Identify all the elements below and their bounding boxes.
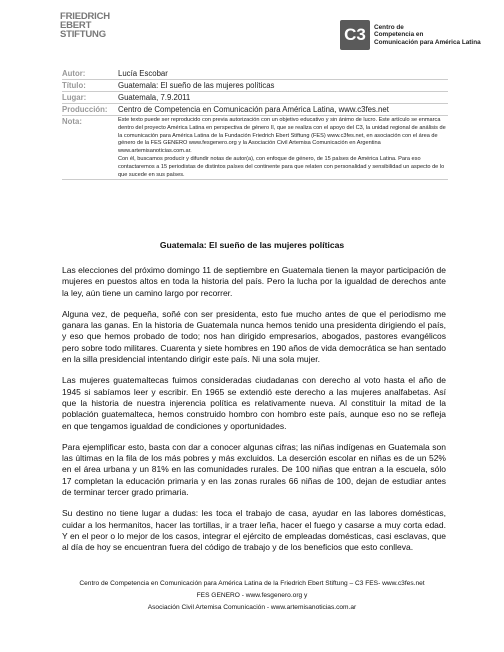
article-paragraph: Las elecciones del próximo domingo 11 de septiembre en Guatemala tienen la mayor participación de mujeres en puestos altos en toda la historia del país. Pero la lucha por la igualdad de derechos ante la ley, aún tiene un camino largo por recorrer. [62,265,446,298]
footer-line: Centro de Competencia en Comunicación para América Latina de la Friedrich Ebert Stiftung – C3 FES- www.c3fes.net [79,580,425,587]
article-paragraph: Para ejemplificar esto, basta con dar a conocer algunas cifras; las niñas indígenas en Guatemala son las últimas en la fila de los más pobres y más excluidos. La deserción escolar en niñas es de un 52% en el área urbana y un 81% en las comunidades rurales. De 100 niñas que entran a la escuela, sólo 17 completan la educación primaria y en las zonas rurales 66 niñas de 100, dejan de estudiar antes de terminar tercer grado primaria. [62,441,446,498]
meta-value: Lucía Escobar [118,69,168,78]
meta-row-note [62,116,448,180]
meta-key: Producción: [62,105,108,114]
article-paragraph: Las mujeres guatemaltecas fuimos consideradas ciudadanas con derecho al voto hasta el año de 1945 si sabíamos leer y escribir. En 1965 se extendió este derecho a las mujeres analfabetas. Así que la historia de nuestra injerencia política es relativamente nueva. Al constituir la mitad de la población guatemalteca, hemos construido hombro con hombro este país, aunque eso no se refleja en que tengamos igualdad de condiciones y oportunidades. [62,375,446,431]
c3-logo [340,20,481,50]
meta-row-author [62,68,448,80]
note-extra-text: Con él, buscamos producir y difundir notas de autor(a), con enfoque de género, de 15 países de América Latina. Para eso contactaremos a 15 periodistas de distintos países del continente para que relaten con personalidad y sensibilidad un aspecto de lo que sucede en sus países. [118,155,445,178]
meta-key: Lugar: [62,93,87,102]
fes-logo [60,12,116,39]
meta-row-place [62,92,448,104]
fes-logo-line: EBERT [60,20,92,31]
article-title: Guatemala: El sueño de las mujeres políticas [159,240,345,250]
c3-logo-line: Comunicación para América Latina [374,38,481,46]
meta-key: Autor: [62,69,86,78]
metadata-table [62,68,448,180]
meta-value: Guatemala, 7.9.2011 [118,93,191,102]
footer-line: Asociación Civil Artemisa Comunicación - www.artemisanoticias.com.ar [147,604,357,611]
meta-row-title [62,80,448,92]
meta-value [118,116,448,179]
c3-logo-line: Competencia en [374,31,424,39]
fes-logo-line: STIFTUNG [60,29,106,40]
meta-row-production [62,104,448,116]
note-text: Este texto puede ser reproducido con previa autorización con un objetivo educativo y sin ánimo de lucro. Este artículo se enmarca dentro del proyecto América Latina en perspectiva de género II, que se realiza con el apoyo del C3, la unidad regional de análisis de la comunicación para América Latina de la Fundación Friedrich Ebert Stiftung (FES) www.c3fes.net, en asociación con el área de género de la FES GENERO www.fesgenero.org y la Asociación Civil Artemisa Comunicación en Argentina www.artemisanoticias.com.ar. [118,117,446,155]
meta-value: Guatemala: El sueño de las mujeres políticas [118,81,275,90]
fes-logo-line: FRIEDRICH [60,11,110,22]
article-paragraph: Su destino no tiene lugar a dudas: les toca el trabajo de casa, ayudar en las labores domésticas, cuidar a los hermanitos, hacer las tortillas, ir a traer leña, hacer el fuego y casarse a muy corta edad. Y en el peor o lo mejor de los casos, integrar el ejército de empleadas domésticas, casi esclavas, que al día de hoy se encuentran fuera del código de trabajo y de los beneficios que esto conlleva. [62,508,446,553]
article-paragraph: Alguna vez, de pequeña, soñé con ser presidenta, esto fue mucho antes de que el periodismo me ganara las ganas. En la historia de Guatemala nunca hemos tenido una presidenta dirigiendo el país, y eso que hemos probado de todo; nos han dirigido empresarios, abogados, pastores evangélicos pero sobre todo militares. Cuarenta y siete hombres en 190 años de vida democrática se han sentado en la silla presidencial intentando dirigir este país. Ni una sola mujer. [62,308,446,365]
footer-line: FES GENERO - www.fesgenero.org y [196,592,308,599]
c3-logo-mark: C3 [340,20,370,50]
meta-value: Centro de Competencia en Comunicación para América Latina, www.c3fes.net [118,105,389,114]
footer [0,578,504,614]
meta-key: Título: [62,81,86,90]
c3-logo-text [374,24,481,47]
article-body [62,265,446,564]
meta-key: Nota: [62,117,82,126]
c3-logo-line: Centro de [374,23,404,31]
